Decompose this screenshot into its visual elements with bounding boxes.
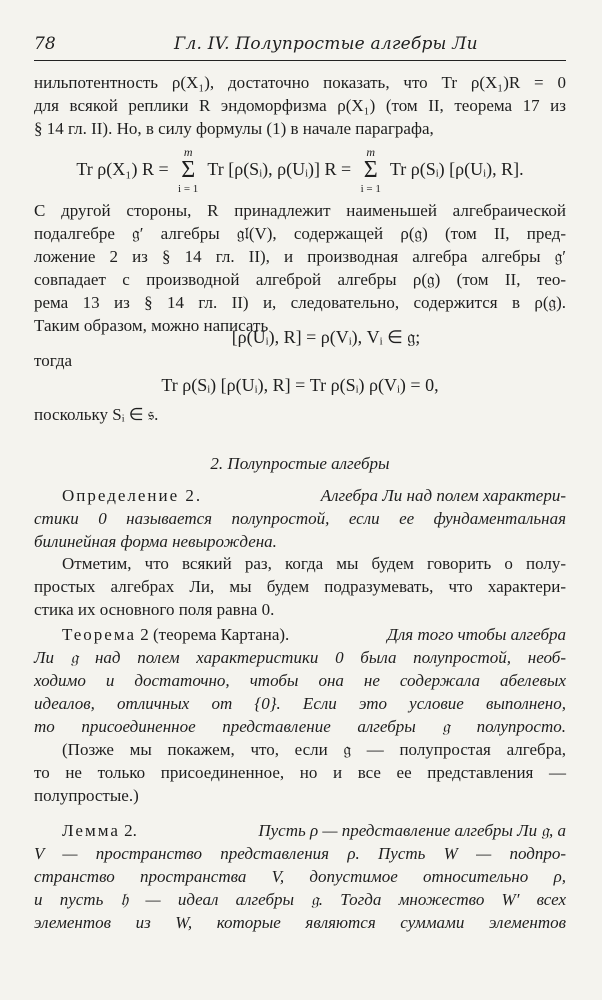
text-line: для всякой реплики R эндоморфизма ρ(X₁) (том II, теорема 17 из [34,96,566,115]
lemma-line: V — пространство представления ρ. Пусть W — подпро- [34,844,566,863]
definition-text: Алгебра Ли над полем характери- [320,486,566,505]
text-line: стика их основного поля равна 0. [34,600,275,619]
lemma-label: Лемма [62,821,120,840]
text-line: простых алгебрах Ли, мы будем подразумевать, что характери- [34,577,566,596]
text-line: то не только присоединенное, но и все ее представления — [34,763,566,782]
text-line: полупростые.) [34,786,139,805]
display-formula [34,145,566,196]
formula-mid: Tr [ρ(Sᵢ), ρ(Uᵢ)] R = [207,159,352,179]
theorem-number: 2 (теорема Картана). [140,625,290,644]
text-line: нильпотентность ρ(X₁), достаточно показать, что Tr ρ(X₁)R = 0 [34,73,566,92]
theorem-line: идеалов, отличных от {0}. Если это условие выполнено, [34,694,566,713]
definition-line: билинейная форма невырождена. [34,532,277,551]
text-line: подалгебре 𝔤′ алгебры 𝔤𝔩(V), содержащей ρ(𝔤) (том II, пред- [34,224,566,243]
text-line: Таким образом, можно написать [34,316,269,335]
text-line: совпадает с производной алгеброй алгебры ρ(𝔤) (том II, тео- [34,270,566,289]
text-line: тогда [34,351,73,370]
theorem-label: Теорема [62,625,137,644]
lemma-head [62,820,137,842]
running-title: Гл. IV. Полупростые алгебры Ли [174,34,478,54]
text-line: § 14 гл. II). Но, в силу формулы (1) в начале параграфа, [34,119,434,138]
display-formula: [ρ(Uᵢ), R] = ρ(Vᵢ), Vᵢ ∈ 𝔤; [231,327,421,347]
theorem-head [62,624,289,646]
text-line: поскольку Sᵢ ∈ 𝔰. [34,405,159,424]
summation-sign: m Σ i = 1 [360,145,381,196]
formula-rhs: Tr ρ(Sᵢ) [ρ(Uᵢ), R]. [389,159,524,179]
theorem-line: Ли 𝔤 над полем характеристики 0 была полупростой, необ- [34,648,566,667]
theorem-text: Для того чтобы алгебра [387,625,566,644]
page-number: 78 [34,34,56,54]
formula-lhs: Tr ρ(X₁) R = [76,159,169,179]
lemma-line [62,820,566,842]
section-heading: 2. Полупростые алгебры [210,454,390,473]
text-line: Отметим, что всякий раз, когда мы будем говорить о полу- [62,554,566,573]
text-line: ложение 2 из § 14 гл. II), и производная алгебра алгебры 𝔤′ [34,247,566,266]
theorem-line [62,624,566,646]
text-line: (Позже мы покажем, что, если 𝔤 — полупростая алгебра, [62,740,566,759]
summation-sign: m Σ i = 1 [178,145,199,196]
lemma-line: странство пространства V, допустимое относительно ρ, [34,867,566,886]
text-line: рема 13 из § 14 гл. II) и, следовательно, содержится в ρ(𝔤). [34,293,566,312]
lemma-number: 2. [124,821,137,840]
display-formula: Tr ρ(Sᵢ) [ρ(Uᵢ), R] = Tr ρ(Sᵢ) ρ(Vᵢ) = 0, [161,375,439,395]
lemma-line: элементов из W, которые являются суммами элементов [34,913,566,932]
lemma-text: Пусть ρ — представление алгебры Ли 𝔤, а [258,821,566,840]
definition-label: Определение 2. [62,486,203,505]
lemma-line: и пусть 𝔥 — идеал алгебры 𝔤. Тогда множество W′ всех [34,890,566,909]
definition-line [62,485,566,507]
theorem-line: ходимо и достаточно, чтобы она не содержала абелевых [34,671,566,690]
text-line: С другой стороны, R принадлежит наименьшей алгебраической [34,201,566,220]
theorem-line: то присоединенное представление алгебры 𝔤 полупросто. [34,717,566,736]
definition-line: стики 0 называется полупростой, если ее фундаментальная [34,509,566,528]
running-header [34,30,566,61]
